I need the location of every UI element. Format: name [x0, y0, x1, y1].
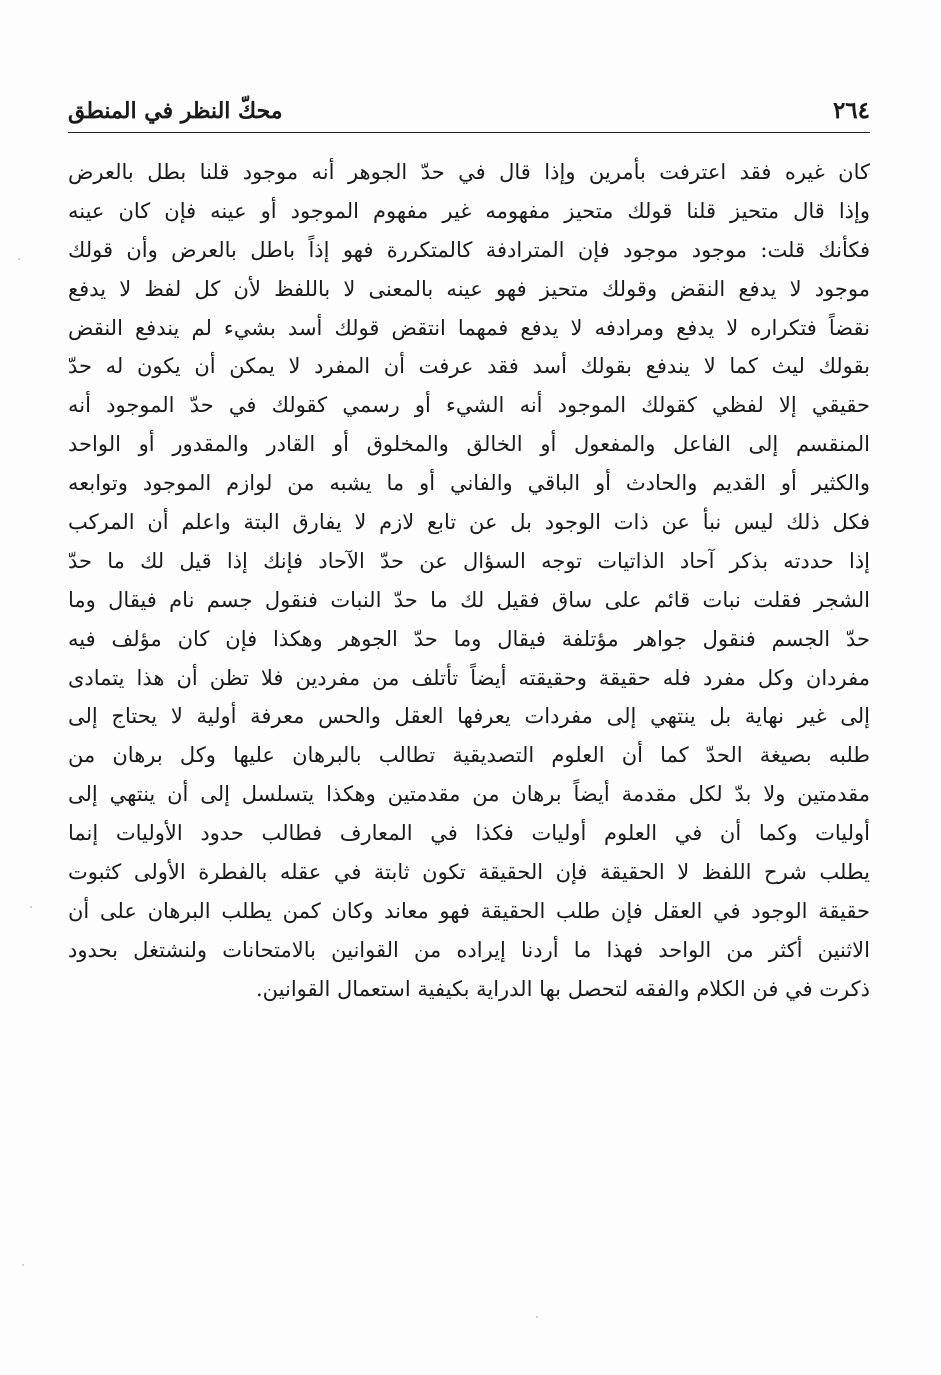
text-line: طلبه بصيغة الحدّ كما أن العلوم التصديقية تطالب بالبرهان عليها وكل برهان من	[68, 743, 870, 768]
text-line: موجود لا يدفع النقض وقولك متحيز فهو عينه بالمعنى لا باللفظ لأن كل لفظ لا يدفع	[68, 276, 870, 301]
book-title: محكّ النظر في المنطق	[68, 98, 283, 124]
page-number: ٢٦٤	[832, 97, 870, 124]
text-line: وإذا قال متحيز قلنا قولك متحيز مفهومه غير مفهوم الموجود أو عينه فإن كان عينه	[68, 198, 870, 223]
text-line: المنقسم إلى الفاعل والمفعول أو الخالق والمخلوق أو القادر والمقدور أو الواحد	[68, 432, 870, 457]
text-line: حقيقة الوجود في العقل فإن طلب الحقيقة فهو معاند وكان كمن يطلب البرهان على أن	[68, 898, 870, 923]
body-text	[68, 153, 870, 1009]
text-line: إلى غير نهاية بل ينتهي إلى مفردات يعرفها العقل والحس معرفة أولية لا يحتاج إلى	[68, 704, 870, 729]
text-line: حقيقي إلا لفظي كقولك الموجود أنه الشيء أو رسمي كقولك في حدّ الموجود أنه	[68, 393, 870, 418]
text-line: كان غيره فقد اعترفت بأمرين وإذا قال في حدّ الجوهر أنه موجود قلنا بطل بالعرض	[68, 160, 870, 184]
text-line: إذا حددته بذكر آحاد الذاتيات توجه السؤال عن حدّ الآحاد فإنك إذا قيل لك ما حدّ	[68, 548, 870, 573]
text-line: ذكرت في فن الكلام والفقه لتحصل بها الدراية بكيفية استعمال القوانين.	[255, 976, 870, 1001]
text-line: الشجر فقلت نبات قائم على ساق فقيل لك ما حدّ النبات فنقول جسم نام فيقال وما	[68, 587, 870, 612]
text-line: والكثير أو القديم والحادث أو الباقي والفاني أو ما يشبه من لوازم الموجود وتوابعه	[68, 471, 870, 496]
text-line: مقدمتين ولا بدّ لكل مقدمة أيضاً برهان من مقدمتين وهكذا يتسلسل إلى أن ينتهي إلى	[68, 782, 870, 807]
text-line: نقضاً فتكراره لا يدفع ومرادفه لا يدفع فمهما انتقض قولك أسد بشيء لم يندفع النقض	[68, 315, 870, 340]
text-line: فكأنك قلت: موجود موجود فإن المترادفة كالمتكررة فهو إذاً باطل بالعرض وأن قولك	[68, 237, 870, 262]
header-rule	[68, 132, 870, 133]
scan-speck	[22, 1264, 24, 1266]
text-line: الاثنين أكثر من الواحد فهذا ما أردنا إيراده من القوانين بالامتحانات ولنشتغل بحدود	[68, 937, 870, 962]
running-header	[68, 96, 870, 130]
scan-speck	[30, 906, 32, 908]
text-line: مفردان وكل مفرد فله حقيقة وحقيقته أيضاً تأتلف من مفردين فلا تظن أن هذا يتمادى	[68, 665, 870, 690]
text-line: حدّ الجسم فنقول جواهر مؤتلفة فيقال وما حدّ الجوهر وهكذا فإن كان مؤلف فيه	[68, 626, 870, 651]
text-line: بقولك ليث كما لا يندفع بقولك أسد فقد عرفت أن المفرد لا يمكن أن يكون له حدّ	[68, 354, 870, 379]
text-line: يطلب شرح اللفظ لا الحقيقة فإن الحقيقة تكون ثابتة في عقله بالفطرة الأولى كثبوت	[68, 860, 870, 885]
scan-speck	[18, 258, 20, 260]
text-line: أوليات وكما أن في العلوم أوليات فكذا في المعارف فطالب حدود الأوليات إنما	[68, 821, 870, 846]
text-line: فكل ذلك ليس نبأ عن ذات الوجود بل عن تابع لازم لا يفارق البتة واعلم أن المركب	[68, 510, 870, 535]
scan-speck	[536, 1316, 538, 1318]
